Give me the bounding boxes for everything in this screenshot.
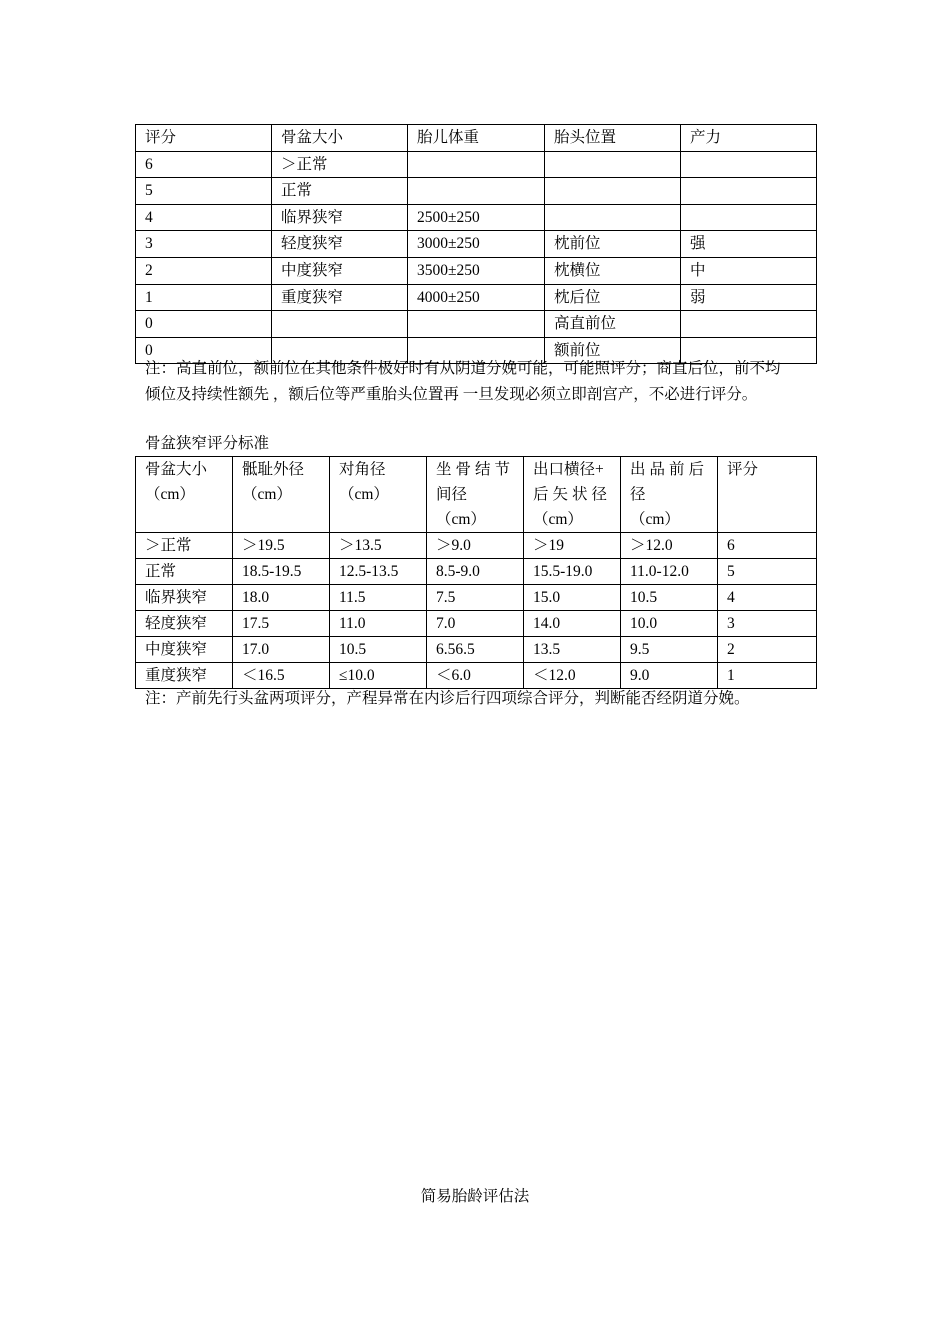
table-cell: 弱: [681, 284, 817, 311]
table-cell: ＜12.0: [524, 663, 621, 689]
table-cell: 中: [681, 257, 817, 284]
table-cell: [272, 311, 408, 338]
header-line: （cm）: [630, 511, 680, 528]
table-cell: 3: [136, 231, 272, 258]
table-cell: [545, 151, 681, 178]
table-cell: [545, 204, 681, 231]
table-cell: ＞9.0: [427, 533, 524, 559]
table-cell: ≤10.0: [330, 663, 427, 689]
header-line: （cm）: [436, 511, 486, 528]
table-cell: 3500±250: [408, 257, 545, 284]
table-cell: 13.5: [524, 637, 621, 663]
table-cell: 1: [136, 284, 272, 311]
table-header-cell: [524, 457, 621, 533]
table-row: [136, 611, 817, 637]
table-cell: 重度狭窄: [136, 663, 233, 689]
table-cell: 7.5: [427, 585, 524, 611]
header-line: （cm）: [339, 486, 389, 503]
table-cell: 正常: [136, 559, 233, 585]
table-row: [136, 204, 817, 231]
table-cell: 1: [718, 663, 817, 689]
table-header-row: [136, 457, 817, 533]
table-cell: 12.5-13.5: [330, 559, 427, 585]
table-header-cell: [621, 457, 718, 533]
header-line: （cm）: [533, 511, 583, 528]
table-cell: 2: [718, 637, 817, 663]
table-row: [136, 559, 817, 585]
table-cell: ＞正常: [136, 533, 233, 559]
table-cell: 3000±250: [408, 231, 545, 258]
table-cell: [681, 311, 817, 338]
table-header-cell: [427, 457, 524, 533]
table-cell: [408, 151, 545, 178]
table-row: [136, 284, 817, 311]
header-line: 间径: [436, 486, 468, 503]
note1-line1: 注：高直前位，额前位在其他条件极好时有从阴道分娩可能，可能照评分；商直后位，前不均: [145, 360, 781, 377]
header-line: 骶耻外径: [242, 461, 305, 478]
table1-note: [145, 356, 815, 408]
table-cell: ＞19.5: [233, 533, 330, 559]
table-cell: 轻度狭窄: [136, 611, 233, 637]
table-cell: 4: [136, 204, 272, 231]
note1-line2: 倾位及持续性额先 ，额后位等严重胎头位置再 一旦发现必须立即剖宫产，不必进行评分。: [145, 386, 758, 403]
table-row: [136, 663, 817, 689]
table-cell: [408, 311, 545, 338]
table-cell: [681, 151, 817, 178]
table-cell: 18.0: [233, 585, 330, 611]
header-line: （cm）: [145, 486, 195, 503]
header-line: （cm）: [242, 486, 292, 503]
table-cell: 15.0: [524, 585, 621, 611]
table-cell: 18.5-19.5: [233, 559, 330, 585]
table-cell: 4: [718, 585, 817, 611]
table-cell: 枕后位: [545, 284, 681, 311]
table-cell: 评分: [136, 125, 272, 152]
table-cell: [545, 178, 681, 205]
header-line: 后矢状径: [533, 486, 612, 503]
table-cell: 3: [718, 611, 817, 637]
table-cell: 14.0: [524, 611, 621, 637]
table-cell: 7.0: [427, 611, 524, 637]
table-cell: 重度狭窄: [272, 284, 408, 311]
table-cell: 2: [136, 257, 272, 284]
table-row: [136, 178, 817, 205]
labor-score-table: [135, 124, 817, 364]
table-cell: ＞12.0: [621, 533, 718, 559]
table-cell: 9.5: [621, 637, 718, 663]
table-cell: 6.56.5: [427, 637, 524, 663]
table-cell: 10.0: [621, 611, 718, 637]
table-cell: 轻度狭窄: [272, 231, 408, 258]
table-cell: 枕前位: [545, 231, 681, 258]
table-row: [136, 311, 817, 338]
table-cell: 17.0: [233, 637, 330, 663]
table-cell: 11.0-12.0: [621, 559, 718, 585]
table-cell: 强: [681, 231, 817, 258]
table-cell: 5: [136, 178, 272, 205]
table-cell: 胎儿体重: [408, 125, 545, 152]
table-cell: 额前位: [545, 337, 681, 364]
header-line: 对角径: [339, 461, 386, 478]
table-cell: 中度狭窄: [272, 257, 408, 284]
table-cell: 15.5-19.0: [524, 559, 621, 585]
table-cell: ＜16.5: [233, 663, 330, 689]
table-cell: ＞正常: [272, 151, 408, 178]
table-cell: 临界狭窄: [272, 204, 408, 231]
table-header-cell: [233, 457, 330, 533]
table-header-row: [136, 125, 817, 152]
table-cell: 2500±250: [408, 204, 545, 231]
table-cell: 8.5-9.0: [427, 559, 524, 585]
header-line: 出口横径+: [533, 461, 604, 478]
table-cell: 6: [136, 151, 272, 178]
table-cell: 9.0: [621, 663, 718, 689]
table-cell: 胎头位置: [545, 125, 681, 152]
table-cell: 10.5: [621, 585, 718, 611]
table-cell: [408, 178, 545, 205]
table-cell: 11.0: [330, 611, 427, 637]
section-title: 简易胎龄评估法: [420, 1188, 530, 1205]
header-line: 出品前后: [630, 461, 709, 478]
header-line: 评分: [727, 461, 759, 478]
table-cell: 4000±250: [408, 284, 545, 311]
table-cell: 临界狭窄: [136, 585, 233, 611]
header-line: 坐骨结节: [436, 461, 515, 478]
table-cell: 枕横位: [545, 257, 681, 284]
table-row: [136, 637, 817, 663]
table-cell: 6: [718, 533, 817, 559]
pelvis-stenosis-table: [135, 456, 817, 689]
table2-note: 注：产前先行头盆两项评分，产程异常在内诊后行四项综合评分，判断能否经阴道分娩。: [145, 690, 750, 707]
table-cell: 骨盆大小: [272, 125, 408, 152]
table-row: [136, 231, 817, 258]
table-cell: 5: [718, 559, 817, 585]
table-cell: 0: [136, 311, 272, 338]
table-cell: [681, 204, 817, 231]
table-cell: [681, 178, 817, 205]
table-cell: 正常: [272, 178, 408, 205]
table-row: [136, 257, 817, 284]
header-line: 径: [630, 486, 646, 503]
table-header-cell: [718, 457, 817, 533]
table-cell: 10.5: [330, 637, 427, 663]
table-cell: ＞19: [524, 533, 621, 559]
table-cell: 0: [136, 337, 272, 364]
table-cell: ＞13.5: [330, 533, 427, 559]
table-row: [136, 151, 817, 178]
table-row: [136, 533, 817, 559]
table-row: [136, 585, 817, 611]
table-cell: 产力: [681, 125, 817, 152]
table-cell: ＜6.0: [427, 663, 524, 689]
table-header-cell: [136, 457, 233, 533]
pelvis-table-caption: 骨盆狭窄评分标准: [145, 435, 270, 452]
table-cell: 高直前位: [545, 311, 681, 338]
table-cell: 17.5: [233, 611, 330, 637]
header-line: 骨盆大小: [145, 461, 208, 478]
table-cell: 11.5: [330, 585, 427, 611]
table-cell: 中度狭窄: [136, 637, 233, 663]
table-header-cell: [330, 457, 427, 533]
